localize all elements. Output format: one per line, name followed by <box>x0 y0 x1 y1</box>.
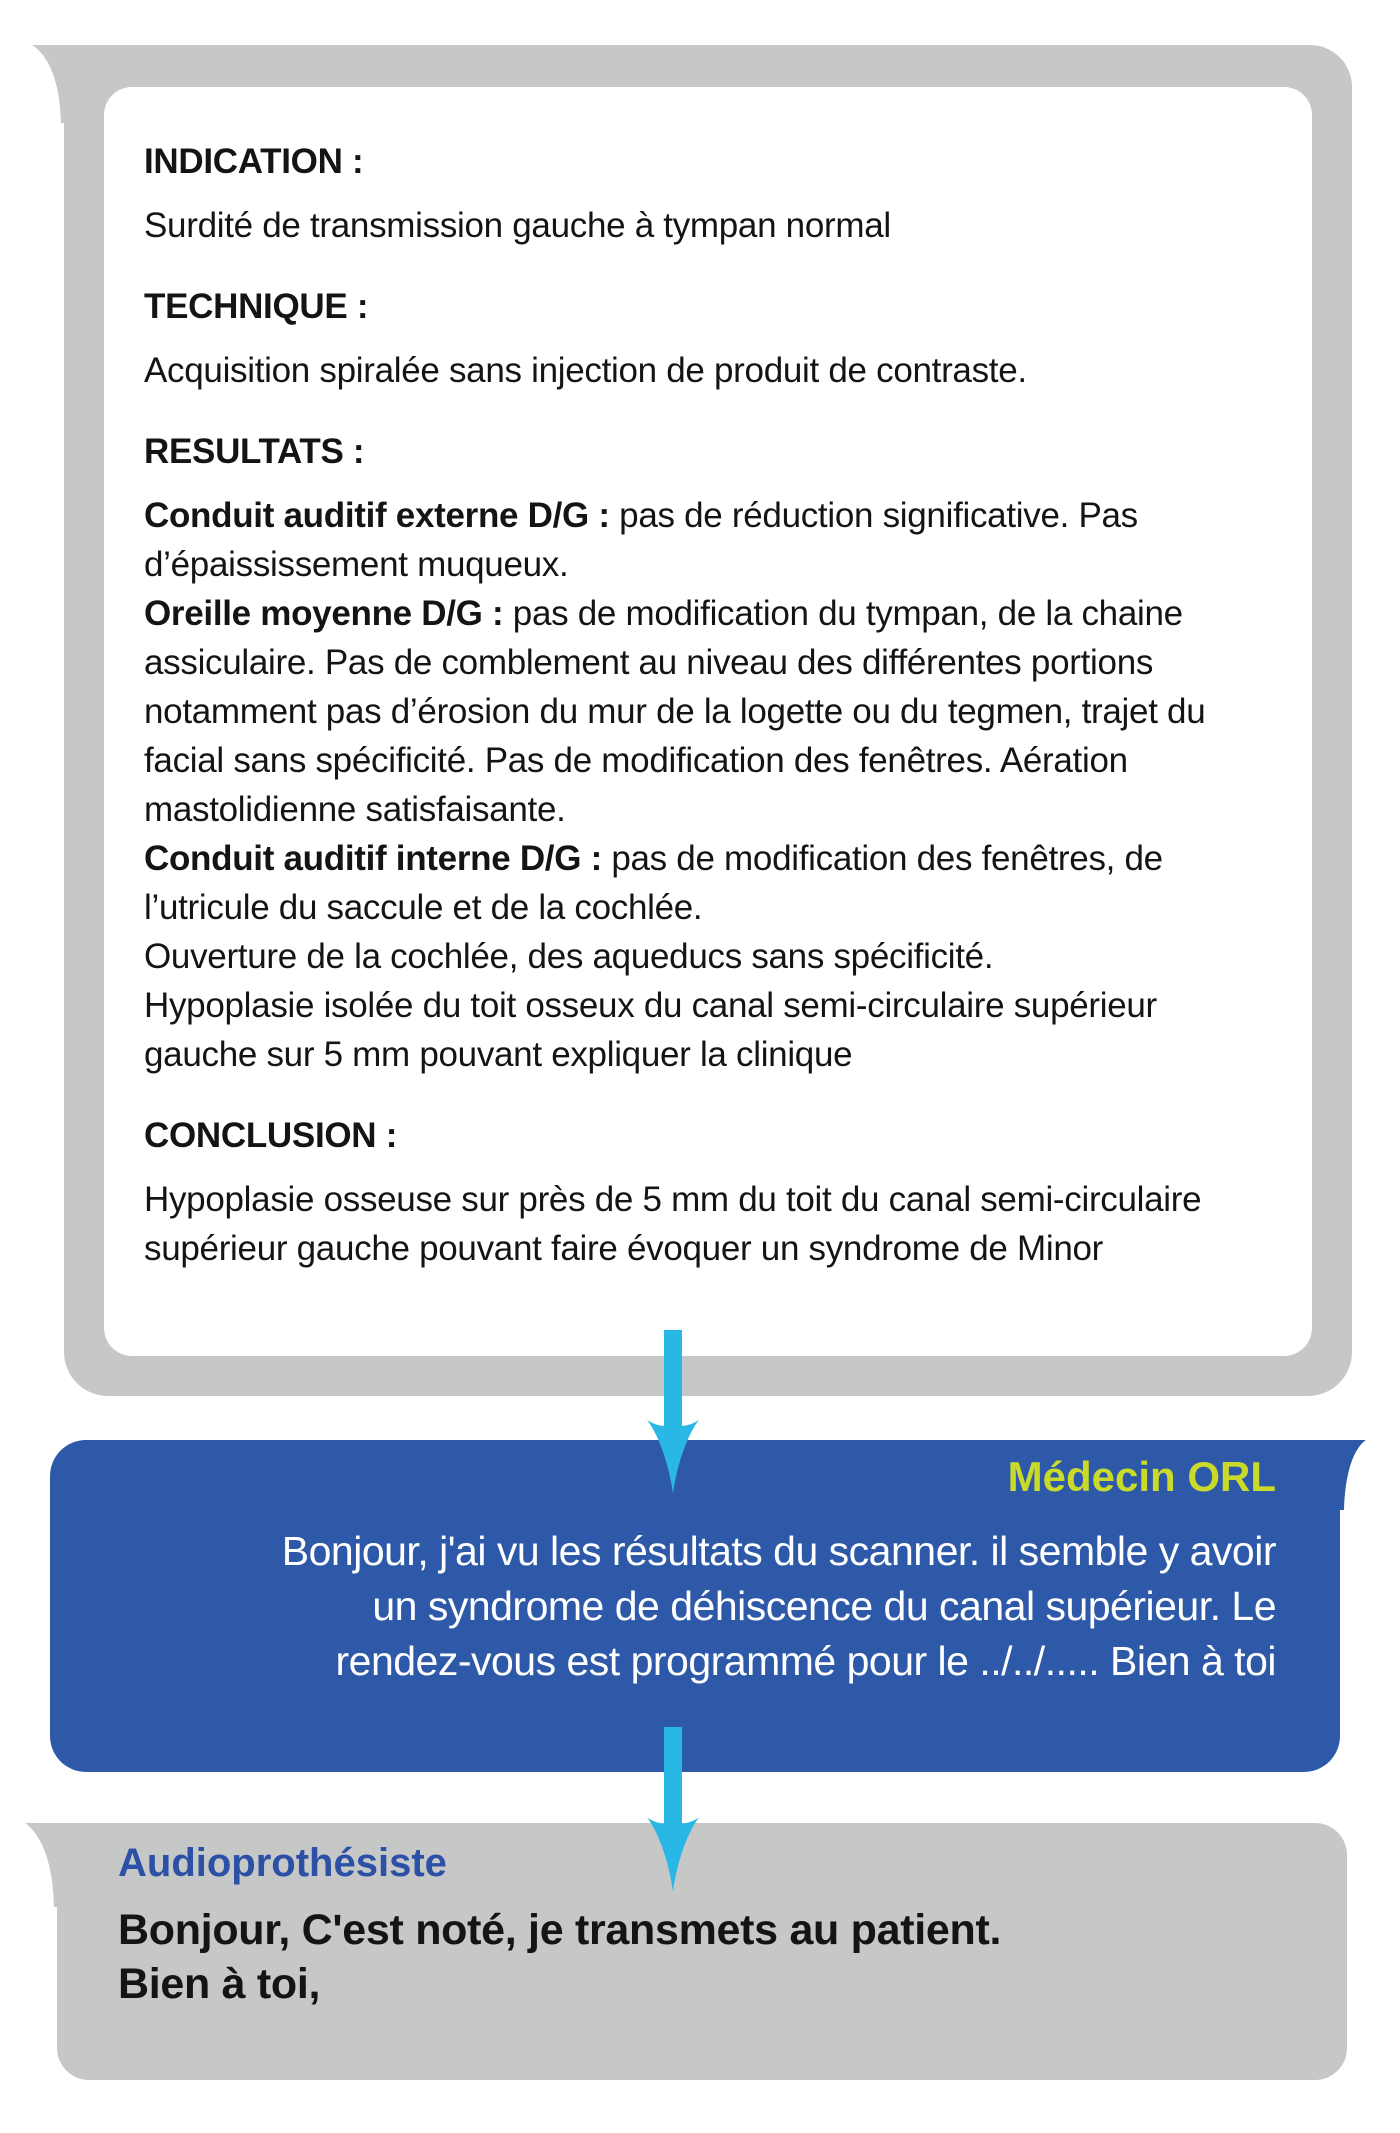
report-section-heading: INDICATION : <box>144 142 364 181</box>
report-section-heading: TECHNIQUE : <box>144 287 369 326</box>
report-paragraph: Hypoplasie osseuse sur près de 5 mm du toit du canal semi-circulaire supérieur gauche pouvant faire évoquer un syndrome de Minor <box>144 1180 1202 1268</box>
report-paragraph: Conduit auditif externe D/G : pas de réduction significative. Pas d’épaississement muqueux. <box>144 496 1138 584</box>
audio-message-text: Bonjour, C'est noté, je transmets au patient. Bien à toi, <box>118 1906 1002 2008</box>
report-paragraph: Surdité de transmission gauche à tympan normal <box>144 206 891 245</box>
report-paragraph: Hypoplasie isolée du toit osseux du canal semi-circulaire supérieur gauche sur 5 mm pouvant expliquer la clinique <box>144 986 1157 1074</box>
speech-curl-icon <box>32 45 66 123</box>
report-section-heading: CONCLUSION : <box>144 1116 398 1155</box>
report-sections <box>144 137 1266 1273</box>
speech-curl-icon <box>25 1823 59 1907</box>
report-paragraph: Acquisition spiralée sans injection de produit de contraste. <box>144 351 1027 390</box>
arrow-down-icon <box>646 1727 700 1894</box>
speech-curl-icon <box>1338 1440 1366 1510</box>
audio-message-bubble <box>57 1823 1347 2080</box>
orl-message-text: Bonjour, j'ai vu les résultats du scanner. il semble y avoir un syndrome de déhiscence du canal supérieur. Le rendez-vous est programmé pour le ../../..... Bien à toi <box>281 1528 1276 1684</box>
orl-sender-label: Médecin ORL <box>1007 1453 1276 1500</box>
report-paragraph: Oreille moyenne D/G : pas de modification du tympan, de la chaine assiculaire. Pas de comblement au niveau des différentes portions notamment pas d’érosion du mur de la logette ou du tegmen, trajet du facial sans spécificité. Pas de modification des fenêtres. Aération mastolidienne satisfaisante. <box>144 594 1206 829</box>
report-bubble <box>64 45 1352 1396</box>
report-card <box>104 87 1312 1356</box>
report-section-heading: RESULTATS : <box>144 432 365 471</box>
arrow-down-icon <box>646 1330 700 1496</box>
report-paragraph: Ouverture de la cochlée, des aqueducs sans spécificité. <box>144 937 994 976</box>
report-paragraph: Conduit auditif interne D/G : pas de modification des fenêtres, de l’utricule du saccule et de la cochlée. <box>144 839 1163 927</box>
audio-sender-label: Audioprothésiste <box>118 1841 447 1885</box>
